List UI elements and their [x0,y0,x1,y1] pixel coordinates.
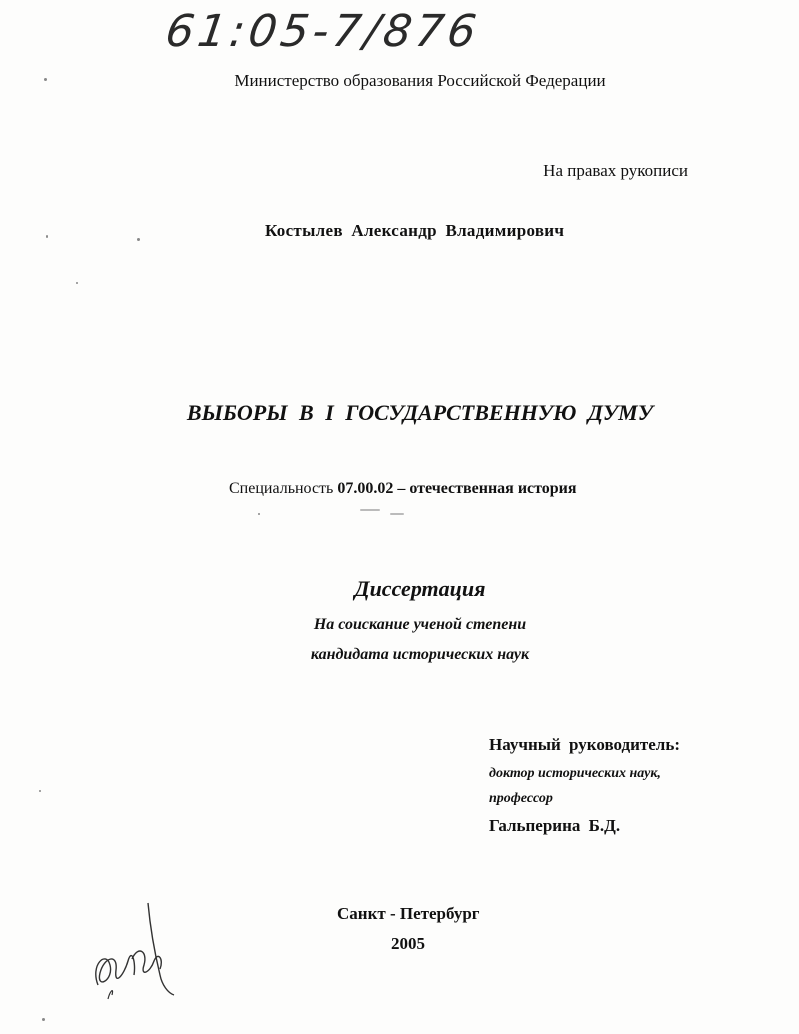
handwritten-signature [88,895,178,1005]
supervisor-label: Научный руководитель: [489,735,680,754]
scan-speck [46,235,48,238]
year: 2005 [391,934,425,953]
supervisor-title: профессор [489,791,553,806]
dissertation-title: ВЫБОРЫ В I ГОСУДАРСТВЕННУЮ ДУМУ [186,400,654,425]
specialty-label: Специальность [229,480,334,497]
scan-speck [390,513,404,515]
scan-speck [39,790,41,792]
specialty-line [229,481,577,497]
dissertation-word: Диссертация [354,576,486,601]
scan-speck [44,78,47,81]
city: Санкт - Петербург [337,904,480,923]
author-name: Костылев Александр Владимирович [265,221,565,240]
ministry-header: Министерство образования Российской Федерации [234,71,606,90]
scan-speck [258,513,260,515]
degree-line-2: кандидата исторических наук [310,646,530,663]
supervisor-name: Гальперина Б.Д. [489,816,621,835]
scan-speck [42,1018,45,1021]
supervisor-degree: доктор исторических наук, [489,766,661,781]
scan-speck [360,509,380,511]
scan-speck [76,282,78,284]
degree-line-1: На соискание ученой степени [313,616,527,633]
specialty-code: 07.00.02 – отечественная история [337,480,577,497]
archive-handwritten-mark: 61:05-7/876 [162,6,484,57]
scan-speck [137,238,140,241]
manuscript-rights-note: На правах рукописи [543,161,688,180]
